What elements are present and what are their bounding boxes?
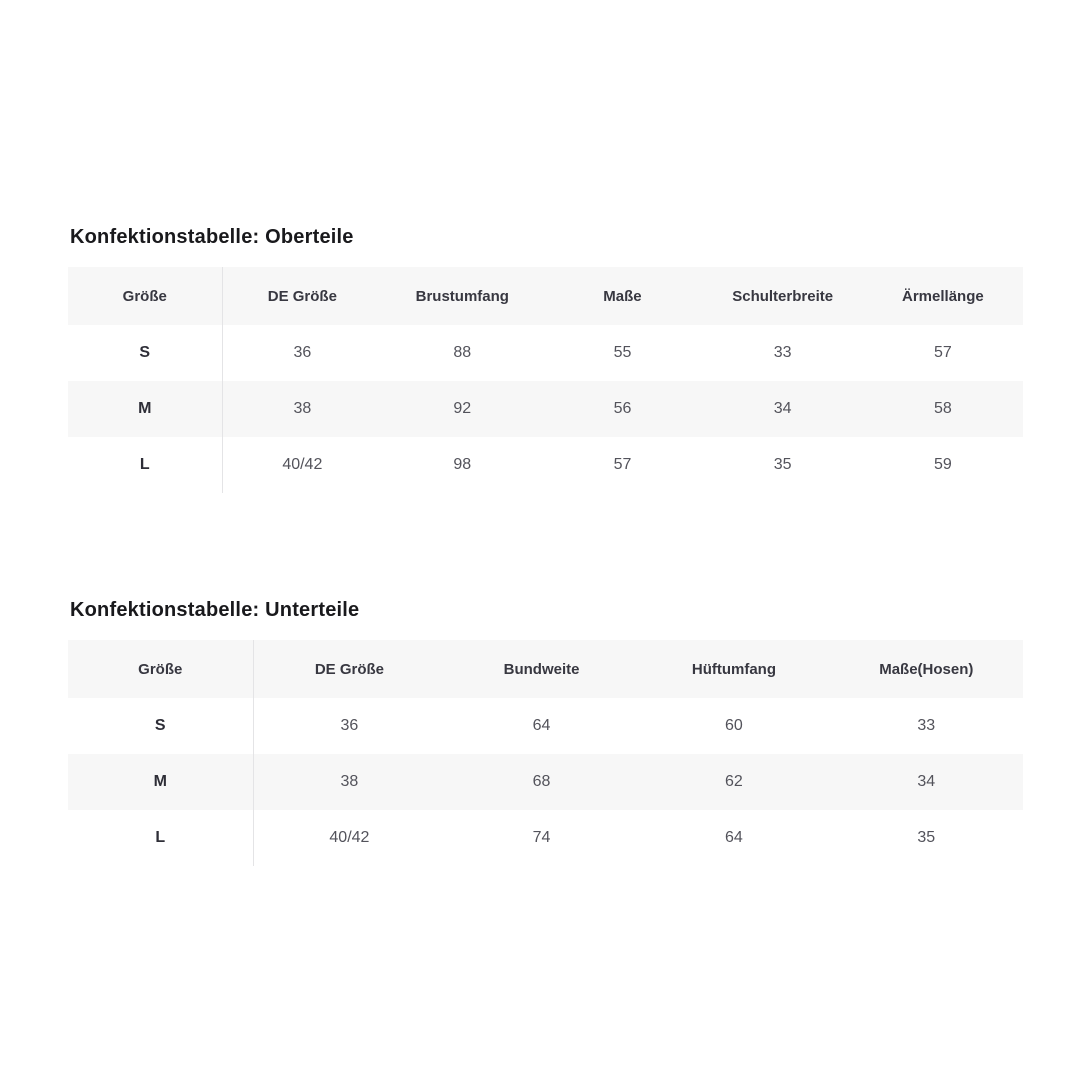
table-cell: 34	[773, 400, 792, 417]
column-header: Brustumfang	[382, 267, 542, 325]
header-row	[68, 267, 1023, 325]
table-cell: 64	[725, 829, 743, 846]
column-header: Ärmellänge	[863, 267, 1023, 325]
table-cell: 68	[532, 773, 551, 790]
column-header: DE Größe	[222, 267, 382, 325]
table-cell: 88	[453, 344, 472, 361]
column-header: Schulterbreite	[703, 267, 863, 325]
column-header: Maße	[542, 267, 702, 325]
size-chart-tops-section	[68, 224, 1023, 493]
size-table-bottoms	[68, 640, 1023, 866]
table-cell: 33	[917, 717, 936, 734]
table-cell: 56	[613, 400, 632, 417]
table-cell: 35	[917, 829, 936, 846]
table-cell: 55	[613, 344, 632, 361]
table-cell: 35	[773, 456, 792, 473]
size-label: L	[68, 810, 253, 866]
size-chart-bottoms-section	[68, 597, 1023, 866]
table-cell: 57	[613, 456, 632, 473]
column-header: DE Größe	[253, 640, 445, 698]
table-row	[68, 325, 1023, 381]
size-label: S	[68, 698, 253, 754]
column-header: Maße(Hosen)	[830, 640, 1022, 698]
table-row	[68, 381, 1023, 437]
table-cell: 40/42	[282, 456, 323, 473]
size-chart-bottoms-title: Konfektionstabelle: Unterteile	[70, 599, 360, 621]
table-cell: 62	[725, 773, 743, 790]
size-label: S	[68, 325, 222, 381]
table-cell: 74	[532, 829, 551, 846]
size-label: L	[68, 437, 222, 493]
size-label: M	[68, 754, 253, 810]
size-table-tops	[68, 267, 1023, 493]
column-header: Bundweite	[445, 640, 637, 698]
table-cell: 38	[293, 400, 312, 417]
table-cell: 36	[340, 717, 359, 734]
table-row	[68, 437, 1023, 493]
table-cell: 98	[453, 456, 472, 473]
table-row	[68, 698, 1023, 754]
size-label: M	[68, 381, 222, 437]
column-header: Größe	[68, 267, 222, 325]
table-cell: 58	[933, 400, 952, 417]
table-cell: 92	[453, 400, 472, 417]
table-cell: 57	[933, 344, 952, 361]
table-cell: 38	[340, 773, 359, 790]
table-row	[68, 754, 1023, 810]
column-header: Größe	[68, 640, 253, 698]
table-row	[68, 810, 1023, 866]
table-cell: 59	[933, 456, 952, 473]
size-chart-page	[68, 0, 1023, 866]
table-cell: 33	[773, 344, 792, 361]
header-row	[68, 640, 1023, 698]
table-cell: 36	[293, 344, 312, 361]
column-header: Hüftumfang	[638, 640, 830, 698]
size-chart-tops-title: Konfektionstabelle: Oberteile	[70, 226, 354, 248]
table-cell: 34	[917, 773, 936, 790]
table-cell: 64	[532, 717, 551, 734]
table-cell: 40/42	[329, 829, 370, 846]
table-cell: 60	[725, 717, 743, 734]
